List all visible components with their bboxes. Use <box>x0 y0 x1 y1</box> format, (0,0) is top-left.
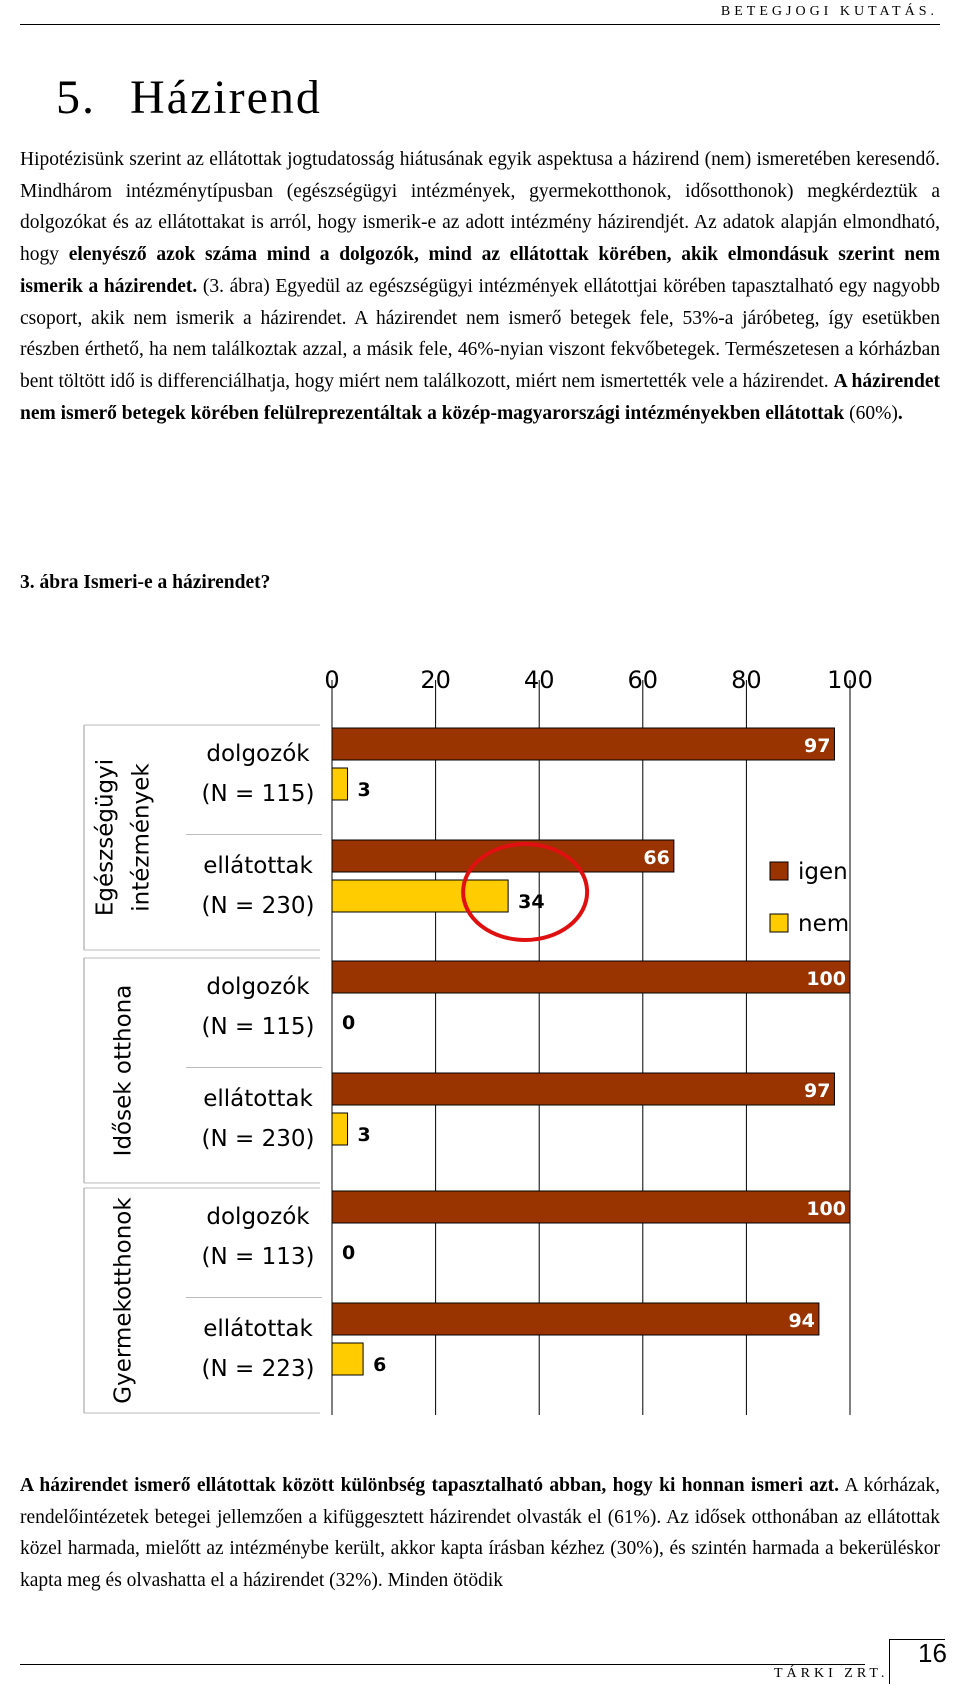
running-header: BETEGJOGI KUTATÁS. <box>720 4 938 19</box>
row-label: ellátottak <box>203 1316 313 1342</box>
text-run: (3. ábra) Egyedül az egészségügyi intézmények ellátottjai körében tapasztalható egy nagyobb csoport, akik nem ismerik a házirendet. A házirendet nem ismerő betegek fele, 53%-a járóbeteg, így esetükben részben érthető, ha nem találkoztak azzal, a másik fele, 46%-nyian viszont fekvőbetegek. Természetesen a kórházban bent töltött idő is differenciálhatja, hogy miért nem találkozott, miért nem ismertették vele a házirendet. <box>20 275 940 392</box>
bold-run: A házirendet ismerő ellátottak között különbség tapasztalható abban, hogy ki honnan ismeri azt. <box>20 1475 840 1496</box>
data-label-igen: 97 <box>804 1080 831 1102</box>
data-label-igen: 97 <box>804 735 831 757</box>
header-rule <box>20 24 940 25</box>
row-n-label: (N = 230) <box>201 1126 315 1152</box>
bar-nem <box>332 880 508 912</box>
footer-rule <box>20 1664 865 1665</box>
data-label-nem: 3 <box>357 779 371 801</box>
bar-igen <box>332 1303 819 1335</box>
intro-paragraph <box>20 144 940 429</box>
bar-nem <box>332 1113 348 1145</box>
text-run: A kórházak, rendelőintézetek betegei jellemzően a kifüggesztett házirendet olvasták el (61%). Az idősek otthonában az ellátottak közel harmada, mielőtt az intézménybe került, akkor kapta írásban kézhez (30%), és szintén harmada a bekerüléskor kapta meg és olvashatta el a házirendet (32%). Minden ötödik <box>20 1475 941 1592</box>
data-label-nem: 0 <box>342 1012 356 1034</box>
footer-publisher: TÁRKI ZRT. <box>774 1666 889 1681</box>
x-tick-label: 0 <box>324 666 340 694</box>
text-run: (60%) <box>844 402 898 424</box>
data-label-igen: 66 <box>643 847 670 869</box>
row-label: dolgozók <box>206 1204 310 1230</box>
row-label: ellátottak <box>203 1086 313 1112</box>
bold-run: elenyésző azok száma mind a dolgozók, mind az ellátottak körében, akik elmondásuk szerint nem ismerik a házirendet. <box>20 244 941 297</box>
second-paragraph <box>20 1470 940 1597</box>
bar-nem <box>332 768 348 800</box>
legend-label-igen: igen <box>798 859 848 885</box>
bar-nem <box>332 1343 363 1375</box>
section-title <box>56 70 322 125</box>
bar-igen <box>332 1191 850 1223</box>
section-number: 5. <box>56 71 96 124</box>
data-label-nem: 34 <box>518 891 545 913</box>
row-n-label: (N = 113) <box>201 1244 315 1270</box>
text-run: Hipotézisünk szerint az ellátottak jogtudatosság hiátusának egyik aspektusa a házirend (nem) ismeretében keresendő. Mindhárom intézménytípusban (egészségügyi intézmények, gyermekotthonok, idősotthonok) megkérdeztük a dolgozókat és az ellátottakat is arról, hogy ismerik-e az adott intézmény házirendjét. Az adatok alapján elmondható, hogy <box>20 149 940 266</box>
data-label-nem: 6 <box>373 1354 387 1376</box>
row-n-label: (N = 115) <box>201 1014 315 1040</box>
row-label: ellátottak <box>203 853 313 879</box>
bar-igen <box>332 1073 834 1105</box>
data-label-igen: 100 <box>806 1198 846 1220</box>
page-number: 16 <box>918 1638 947 1668</box>
x-tick-label: 40 <box>523 666 555 694</box>
data-label-nem: 3 <box>357 1124 371 1146</box>
row-n-label: (N = 230) <box>201 893 315 919</box>
group-label: intézmények <box>128 763 155 912</box>
data-label-igen: 94 <box>788 1310 815 1332</box>
group-label: Gyermekotthonok <box>110 1197 137 1404</box>
bar-igen <box>332 728 834 760</box>
data-label-igen: 100 <box>806 968 846 990</box>
bar-igen <box>332 961 850 993</box>
x-tick-label: 60 <box>627 666 659 694</box>
legend-swatch-igen <box>770 862 788 880</box>
group-label: Egészségügyi <box>92 758 119 917</box>
bar-igen <box>332 840 674 872</box>
bold-run: A házirendet nem ismerő betegek körében felülreprezentáltak a közép-magyarországi intézményekben ellátottak <box>20 370 940 424</box>
x-tick-label: 100 <box>827 666 873 694</box>
x-tick-label: 20 <box>420 666 451 694</box>
row-n-label: (N = 115) <box>201 781 315 807</box>
legend-swatch-nem <box>770 914 788 932</box>
group-label: Idősek otthona <box>110 984 137 1157</box>
row-label: dolgozók <box>206 741 310 767</box>
figure-caption: 3. ábra Ismeri-e a házirendet? <box>20 572 271 593</box>
row-n-label: (N = 223) <box>201 1356 315 1382</box>
x-tick-label: 80 <box>731 666 762 694</box>
data-label-nem: 0 <box>342 1242 356 1264</box>
legend-label-nem: nem <box>798 911 850 937</box>
row-label: dolgozók <box>206 974 310 1000</box>
bold-run: . <box>897 402 903 424</box>
section-title-text: Házirend <box>130 71 322 124</box>
bar-chart <box>0 640 960 1420</box>
